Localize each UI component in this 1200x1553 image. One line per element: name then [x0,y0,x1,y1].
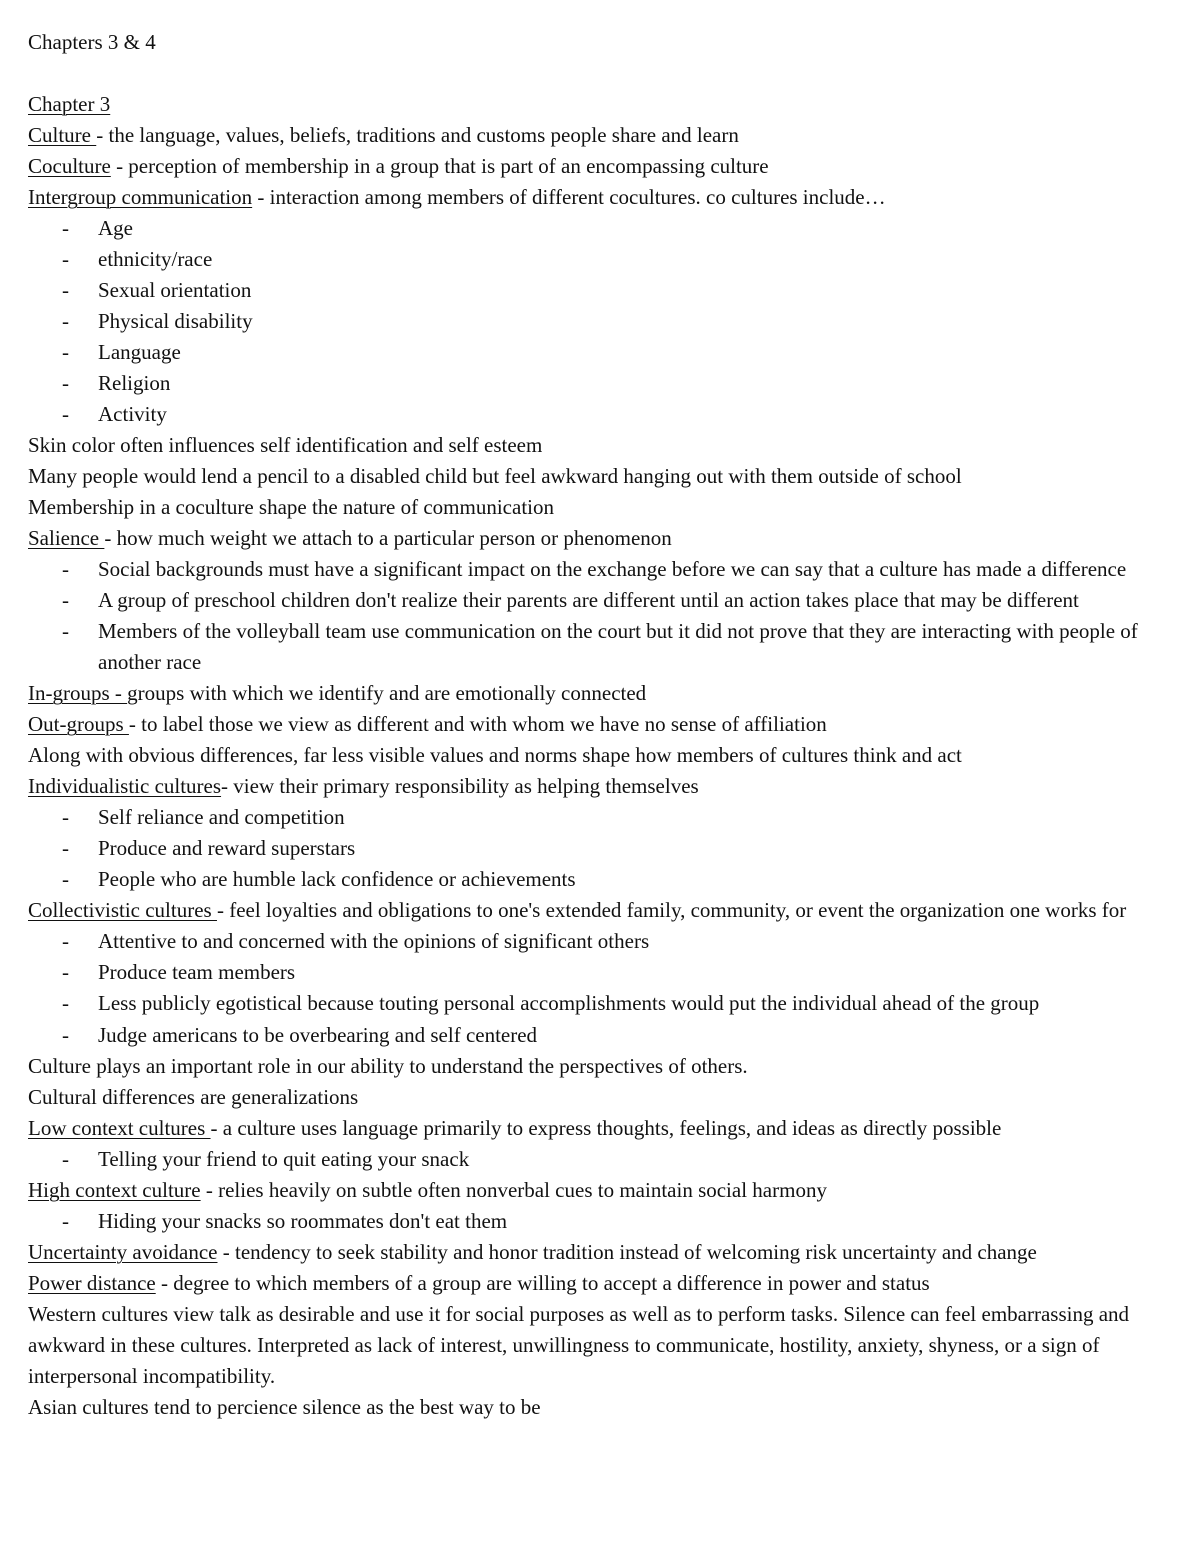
bullet-text: Age [98,216,133,241]
bullet-item [28,957,1178,988]
definition-line [28,1175,1178,1206]
definition-line [28,182,1178,213]
bullet-text: Social backgrounds must have a significant impact on the exchange before we can say that a culture has made a difference [98,557,1127,582]
bullet-dash: - [62,309,69,334]
bullet-text: ethnicity/race [98,247,213,272]
term: High context culture [28,1177,201,1202]
paragraph: Western cultures view talk as desirable and use it for social purposes as well as to perform tasks. Silence can feel embarrassing and awkward in these cultures. Interpreted as lack of interest, unwillingness to communicate, hostility, anxiety, shyness, or a sign of interpersonal incompatibility. [28,1301,1130,1388]
bullet-item [28,833,1178,864]
bullet-item [28,926,1178,957]
bullet-text: Language [98,340,181,365]
paragraph: Culture plays an important role in our ability to understand the perspectives of others. [28,1053,748,1078]
bullet-text: Less publicly egotistical because touting personal accomplishments would put the individual ahead of the group [98,991,1040,1016]
definition-text: - degree to which members of a group are willing to accept a difference in power and status [155,1270,930,1295]
definition-text: - a culture uses language primarily to express thoughts, feelings, and ideas as directly possible [210,1115,1002,1140]
bullet-item [28,368,1178,399]
definition-text: groups with which we identify and are emotionally connected [127,681,647,706]
document-content [28,89,1178,1423]
bullet-dash: - [62,929,69,954]
term: Collectivistic cultures [28,898,217,923]
bullet-dash: - [62,836,69,861]
bullet-dash: - [62,960,69,985]
definition-line [28,151,1178,182]
document-body [28,27,1178,1423]
term: Coculture [28,154,111,179]
bullet-dash: - [62,278,69,303]
paragraph: Skin color often influences self identification and self esteem [28,433,543,458]
term: Salience [28,526,105,551]
bullet-dash: - [62,216,69,241]
definition-text: - the language, values, beliefs, traditions and customs people share and learn [96,123,739,148]
bullet-item [28,306,1178,337]
bullet-dash: - [62,247,69,272]
definition-line [28,120,1178,151]
bullet-text: Sexual orientation [98,278,252,303]
bullet-dash: - [62,340,69,365]
bullet-dash: - [62,1146,69,1171]
bullet-item [28,1206,1178,1237]
bullet-item [28,244,1178,275]
bullet-dash: - [62,1208,69,1233]
bullet-dash: - [62,1022,69,1047]
definition-line [28,771,1178,802]
term: Low context cultures [28,1115,211,1140]
bullet-text: Members of the volleyball team use communication on the court but it did not prove that they are interacting with people of another race [98,619,1138,675]
definition-text: - feel loyalties and obligations to one's extended family, community, or event the organization one works for [216,898,1127,923]
bullet-text: Activity [98,402,167,427]
definition-line [28,523,1178,554]
definition-line [28,895,1178,926]
definition-line [28,678,1178,709]
bullet-item [28,337,1178,368]
definition-text: - interaction among members of different cocultures. co cultures include… [252,185,886,210]
spacer [28,58,1178,89]
term: Individualistic cultures [28,774,222,799]
bullet-item [28,275,1178,306]
definition-line [28,709,1178,740]
bullet-dash: - [62,867,69,892]
term: Uncertainty avoidance [28,1239,218,1264]
bullet-dash: - [62,371,69,396]
definition-text: - perception of membership in a group that is part of an encompassing culture [110,154,769,179]
bullet-item [28,864,1178,895]
bullet-item [28,554,1178,585]
bullet-item [28,1144,1178,1175]
bullet-dash: - [62,557,69,582]
bullet-item [28,585,1178,616]
definition-text: - view their primary responsibility as helping themselves [221,774,699,799]
paragraph: Asian cultures tend to percience silence as the best way to be [28,1394,541,1419]
bullet-item [28,1020,1178,1051]
term: Culture [28,123,97,148]
bullet-text: Produce team members [98,960,296,985]
definition-line [28,1237,1178,1268]
bullet-item [28,399,1178,430]
bullet-dash: - [62,588,69,613]
bullet-dash: - [62,619,69,644]
bullet-dash: - [62,991,69,1016]
document-title: Chapters 3 & 4 [28,30,156,54]
bullet-text: People who are humble lack confidence or achievements [98,867,576,892]
paragraph: Membership in a coculture shape the nature of communication [28,495,554,520]
paragraph: Cultural differences are generalizations [28,1084,359,1109]
chapter-heading-text: Chapter 3 [28,92,111,117]
bullet-text: Judge americans to be overbearing and self centered [98,1022,538,1047]
term: Power distance [28,1270,156,1295]
bullet-item [28,616,1178,678]
term: Intergroup communication [28,185,253,210]
definition-text: - how much weight we attach to a particular person or phenomenon [104,526,672,551]
bullet-dash: - [62,805,69,830]
definition-line [28,1268,1178,1299]
paragraph: Along with obvious differences, far less visible values and norms shape how members of cultures think and act [28,743,962,768]
chapter-heading [28,89,1178,120]
bullet-text: Attentive to and concerned with the opinions of significant others [98,929,650,954]
paragraph: Many people would lend a pencil to a disabled child but feel awkward hanging out with them outside of school [28,464,962,489]
bullet-text: Hiding your snacks so roommates don't eat them [98,1208,508,1233]
bullet-text: Self reliance and competition [98,805,345,830]
definition-text: - tendency to seek stability and honor tradition instead of welcoming risk uncertainty and change [217,1239,1037,1264]
bullet-item [28,802,1178,833]
bullet-item [28,213,1178,244]
definition-text: - to label those we view as different and with whom we have no sense of affiliation [128,712,827,737]
bullet-text: Physical disability [98,309,253,334]
bullet-text: Telling your friend to quit eating your snack [98,1146,470,1171]
bullet-dash: - [62,402,69,427]
bullet-text: Produce and reward superstars [98,836,356,861]
definition-line [28,1113,1178,1144]
bullet-item [28,988,1178,1019]
bullet-text: A group of preschool children don't realize their parents are different until an action takes place that may be different [98,588,1079,613]
bullet-text: Religion [98,371,171,396]
term: In-groups - [28,681,128,706]
term: Out-groups [28,712,129,737]
definition-text: - relies heavily on subtle often nonverbal cues to maintain social harmony [200,1177,827,1202]
